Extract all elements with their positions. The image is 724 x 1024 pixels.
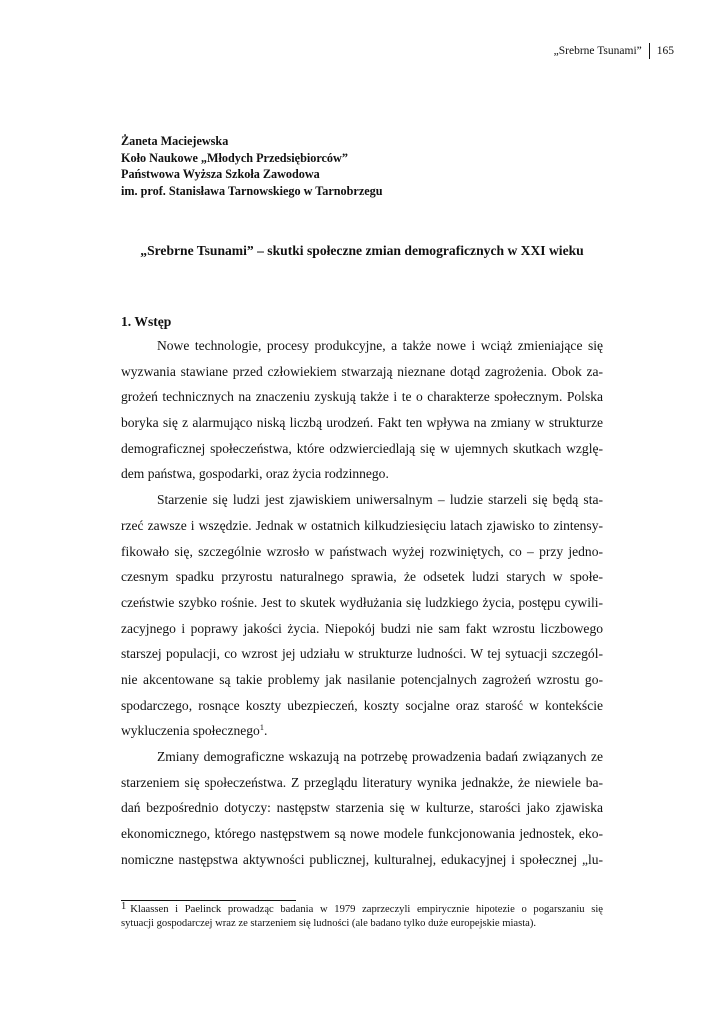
text-line: Zmiany demograficzne wskazują na potrzebę prowadzenia badań związanych ze bbox=[157, 749, 603, 764]
text-line: dań bezpośrednio dotyczy: następstw starzenia się w kulturze, starości jako zjawiska bbox=[121, 800, 603, 816]
footnote-line bbox=[121, 903, 603, 917]
text-line: nomiczne następstwa aktywności publicznej, kulturalnej, edukacyjnej i społecznej „lu- bbox=[121, 851, 603, 867]
text-line: grożeń technicznych na znaczeniu zyskują także i te o charakterze społecznym. Polska bbox=[121, 389, 603, 405]
footnote-reference[interactable]: 1 bbox=[259, 722, 265, 733]
page-number: 165 bbox=[656, 45, 674, 57]
affiliation-line: Państwowa Wyższa Szkoła Zawodowa bbox=[121, 167, 320, 181]
text-line: Nowe technologie, procesy produkcyjne, a także nowe i wciąż zmieniające się bbox=[157, 338, 603, 353]
text-line: rzeć zawsze i wszędzie. Jednak w ostatnich kilkudziesięciu latach zjawisko to zintensy- bbox=[121, 517, 603, 533]
footnote-number: 1 bbox=[121, 901, 127, 912]
text-line: boryka się z alarmująco niską liczbą urodzeń. Fakt ten wpływa na zmiany w strukturze bbox=[121, 415, 603, 431]
text-line: dem państwa, gospodarki, oraz życia rodzinnego. bbox=[121, 466, 389, 482]
text-line-content: wykluczenia społecznego bbox=[121, 723, 260, 739]
footnote-divider bbox=[121, 900, 296, 901]
author-name: Żaneta Maciejewska bbox=[121, 134, 229, 148]
text-line: czesnym spadku przyrostu naturalnego sprawia, że odsetek ludzi starych w społe- bbox=[121, 569, 603, 585]
header-separator bbox=[649, 43, 650, 59]
text-line: wyzwania stawiane przed człowiekiem stwarzają nieznane dotąd zagrożenia. Obok za- bbox=[121, 363, 603, 379]
document-title: „Srebrne Tsunami” – skutki społeczne zmian demograficznych w XXI wieku bbox=[140, 243, 584, 258]
affiliation-line: im. prof. Stanisława Tarnowskiego w Tarnobrzegu bbox=[121, 183, 383, 198]
text-line: starszej populacji, co wzrost jej udziału w strukturze ludności. W tej sytuacji szczegól- bbox=[121, 646, 603, 662]
footnote-text: Klaassen i Paelinck prowadząc badania w 1979 zaprzeczyli empirycznie hipotezie o pogarszaniu się bbox=[130, 904, 603, 915]
sentence-end: . bbox=[264, 723, 268, 739]
footnote-line: sytuacji gospodarczej wraz ze starzeniem się ludności (ale badano tylko duże europejskie miasta). bbox=[121, 918, 537, 929]
text-line: ekonomicznego, którego następstwem są nowe modele funkcjonowania jednostek, eko- bbox=[121, 826, 603, 842]
running-header bbox=[554, 43, 674, 59]
affiliation-line: Koło Naukowe „Młodych Przedsiębiorców” bbox=[121, 150, 348, 165]
running-title: „Srebrne Tsunami” bbox=[553, 45, 642, 57]
author-block bbox=[121, 133, 641, 199]
text-line: fikowało się, szczególnie wzrosło w państwach wyżej rozwiniętych, co – przy jedno- bbox=[121, 543, 603, 559]
text-line: Starzenie się ludzi jest zjawiskiem uniwersalnym – ludzie starzeli się będą sta- bbox=[157, 492, 603, 508]
footnote bbox=[121, 903, 603, 931]
text-line: starzeniem się społeczeństwa. Z przeglądu literatury wynika jednakże, że niewiele ba- bbox=[121, 774, 603, 790]
body-text bbox=[121, 333, 603, 872]
section-heading: 1. Wstęp bbox=[121, 314, 172, 329]
text-line: zacyjnego i poprawy jakości życia. Niepokój budzi nie sam fakt wzrostu liczbowego bbox=[121, 620, 603, 636]
text-line: demograficznej społeczeństwa, które odzwierciedlają się w ujemnych skutkach wzglę- bbox=[121, 440, 603, 456]
text-line: nie akcentowane są takie problemy jak nasilanie potencjalnych zagrożeń wzrostu go- bbox=[121, 671, 603, 687]
text-line: spodarczego, rosnące koszty ubezpieczeń, koszty socjalne oraz starość w kontekście bbox=[121, 697, 603, 713]
text-line: czeństwie szybko rośnie. Jest to skutek wydłużania się ludzkiego życia, postępu cywili- bbox=[121, 594, 603, 610]
text-line-with-footnote bbox=[121, 718, 603, 744]
